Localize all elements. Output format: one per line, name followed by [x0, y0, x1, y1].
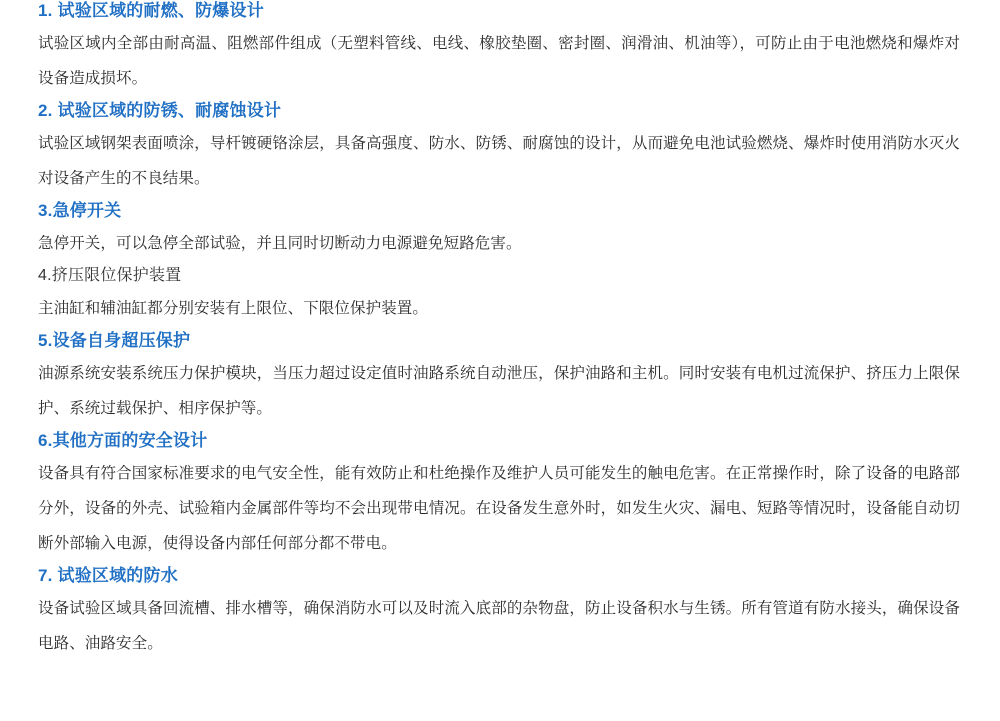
section-heading: 5.设备自身超压保护 [38, 331, 191, 350]
section-heading: 7. 试验区域的防水 [38, 566, 178, 585]
section-6 [38, 426, 960, 561]
section-heading: 1. 试验区域的耐燃、防爆设计 [38, 1, 264, 20]
section-4 [38, 261, 960, 326]
section-heading: 6.其他方面的安全设计 [38, 431, 208, 450]
section-heading: 2. 试验区域的防锈、耐腐蚀设计 [38, 101, 282, 120]
section-paragraph: 设备试验区域具备回流槽、排水槽等，确保消防水可以及时流入底部的杂物盘，防止设备积水与生锈。所有管道有防水接头，确保设备电路、油路安全。 [38, 600, 960, 652]
section-7 [38, 561, 960, 661]
section-paragraph: 主油缸和辅油缸都分别安装有上限位、下限位保护装置。 [38, 300, 429, 317]
section-1 [38, 0, 960, 96]
section-heading: 3.急停开关 [38, 201, 122, 220]
section-paragraph: 急停开关，可以急停全部试验，并且同时切断动力电源避免短路危害。 [38, 235, 522, 252]
section-5 [38, 326, 960, 426]
section-paragraph: 设备具有符合国家标准要求的电气安全性，能有效防止和杜绝操作及维护人员可能发生的触电危害。在正常操作时，除了设备的电路部分外，设备的外壳、试验箱内金属部件等均不会出现带电情况。在设备发生意外时，如发生火灾、漏电、短路等情况时，设备能自动切断外部输入电源，使得设备内部任何部分都不带电。 [38, 465, 960, 552]
section-paragraph: 试验区域内全部由耐高温、阻燃部件组成（无塑料管线、电线、橡胶垫圈、密封圈、润滑油、机油等），可防止由于电池燃烧和爆炸对设备造成损坏。 [38, 35, 960, 87]
section-heading: 4.挤压限位保护装置 [38, 267, 182, 284]
section-paragraph: 试验区域钢架表面喷涂，导杆镀硬铬涂层，具备高强度、防水、防锈、耐腐蚀的设计，从而避免电池试验燃烧、爆炸时使用消防水灭火对设备产生的不良结果。 [38, 135, 960, 187]
section-2 [38, 96, 960, 196]
section-paragraph: 油源系统安装系统压力保护模块，当压力超过设定值时油路系统自动泄压，保护油路和主机。同时安装有电机过流保护、挤压力上限保护、系统过载保护、相序保护等。 [38, 365, 960, 417]
section-3 [38, 196, 960, 261]
